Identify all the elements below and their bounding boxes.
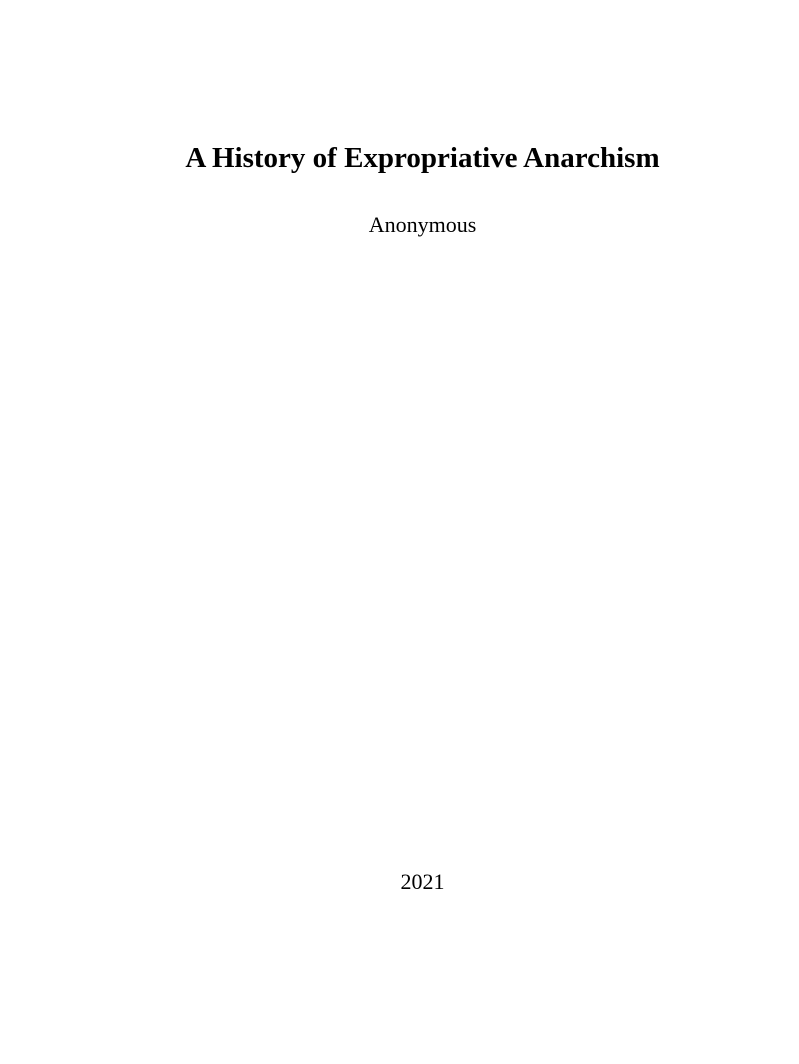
publication-year: 2021	[400, 869, 445, 894]
author-name: Anonymous	[368, 212, 477, 237]
page-title: A History of Expropriative Anarchism	[185, 142, 660, 174]
